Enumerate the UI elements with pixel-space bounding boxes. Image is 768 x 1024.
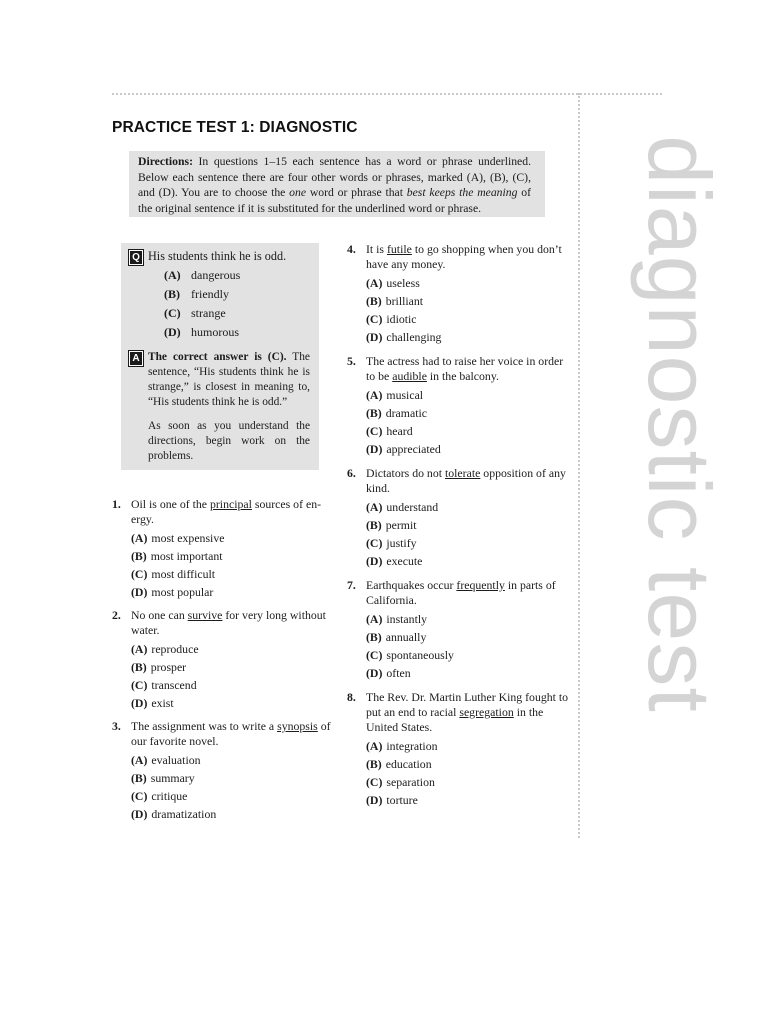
question-item (347, 242, 575, 346)
answer-option: (C) spontaneously (366, 648, 454, 662)
question-item (112, 608, 338, 712)
answer-options (131, 640, 338, 712)
example-option: (A) dangerous (164, 268, 241, 282)
directions-text: In questions 1–15 each sentence has a word or phrase underlined. Below each sentence there are four other words or phrases, marked (A), (B), (C), and (D). You are to choose the (138, 155, 531, 199)
example-answer: The correct answer is (C). The sentence, “His students think he is strange,” is closest in meaning to, “His students think he is odd.” (148, 351, 310, 408)
question-text: It is futile to go shopping when you don’t have any money. (366, 242, 562, 271)
directions-text: of the original sentence if it is substituted for the underlined word or phrase. (138, 186, 531, 215)
answer-option: (D) appreciated (366, 442, 441, 456)
answer-options (366, 498, 575, 570)
answer-option: (C) separation (366, 775, 435, 789)
question-number: 8. (347, 690, 356, 704)
directions-emphasis: one (289, 186, 307, 199)
answer-option: (B) prosper (131, 660, 187, 674)
answer-option: (B) education (366, 757, 432, 771)
answer-option: (A) integration (366, 739, 438, 753)
question-item (347, 578, 575, 682)
directions-text: word or phrase that (306, 186, 407, 199)
question-number: 2. (112, 608, 121, 622)
question-text: No one can survive for very long without water. (131, 608, 326, 637)
question-number: 7. (347, 578, 356, 592)
answer-option: (C) justify (366, 536, 417, 550)
answer-option: (D) dramatization (131, 807, 217, 821)
answer-option: (C) idiotic (366, 312, 417, 326)
underlined-word: survive (187, 608, 223, 622)
underlined-word: audible (392, 369, 427, 383)
example-option: (D) humorous (164, 325, 239, 339)
underlined-word: futile (386, 242, 412, 256)
answer-option: (C) transcend (131, 678, 197, 692)
questions-column-left (112, 497, 338, 830)
question-number: 4. (347, 242, 356, 256)
example-option: (B) friendly (164, 287, 229, 301)
question-number: 3. (112, 719, 121, 733)
question-item (112, 719, 338, 823)
answer-option: (A) most expensive (131, 531, 225, 545)
answer-option: (C) heard (366, 424, 413, 438)
answer-option: (B) permit (366, 518, 417, 532)
question-number: 1. (112, 497, 121, 511)
answer-option: (B) annually (366, 630, 427, 644)
answer-option: (A) musical (366, 388, 424, 402)
page-title: PRACTICE TEST 1: DIAGNOSTIC (112, 119, 358, 136)
underlined-word: tolerate (444, 466, 481, 480)
example-box (121, 243, 319, 470)
answer-option: (D) challenging (366, 330, 442, 344)
answer-options (131, 751, 338, 823)
answer-options (366, 610, 575, 682)
answer-option: (A) instantly (366, 612, 428, 626)
answer-option: (C) critique (131, 789, 188, 803)
example-question: His students think he is odd. (148, 249, 287, 263)
underlined-word: synopsis (277, 719, 318, 733)
question-text: The assignment was to write a synopsis of our favorite novel. (131, 719, 331, 748)
answer-option: (A) understand (366, 500, 439, 514)
question-text: Earthquakes occur frequently in parts of California. (366, 578, 556, 607)
question-text: The actress had to raise her voice in order to be audible in the balcony. (366, 354, 564, 383)
answer-option: (D) often (366, 666, 411, 680)
answer-option: (D) exist (131, 696, 174, 710)
directions-label: Directions: (138, 155, 193, 168)
answer-option: (C) most difficult (131, 567, 216, 581)
answer-options (366, 274, 575, 346)
answer-options (131, 529, 338, 601)
side-label: diagnostic test (630, 135, 729, 713)
answer-options (366, 737, 575, 809)
answer-option: (B) dramatic (366, 406, 428, 420)
underlined-word: principal (209, 497, 252, 511)
answer-option: (B) brilliant (366, 294, 424, 308)
question-number: 6. (347, 466, 356, 480)
example-note: As soon as you understand the directions, begin work on the problems. (148, 420, 310, 462)
answer-option: (D) most popular (131, 585, 214, 599)
directions-emphasis: best keeps the meaning (406, 186, 518, 199)
answer-option: (B) summary (131, 771, 195, 785)
question-text: Oil is one of the principal sources of en-ergy. (131, 497, 322, 526)
answer-badge-icon: A (129, 351, 143, 366)
answer-option: (D) execute (366, 554, 423, 568)
example-option: (C) strange (164, 306, 226, 320)
answer-option: (B) most important (131, 549, 223, 563)
answer-option: (A) evaluation (131, 753, 201, 767)
question-item (112, 497, 338, 601)
underlined-word: frequently (456, 578, 505, 592)
answer-option: (A) reproduce (131, 642, 199, 656)
question-item (347, 466, 575, 570)
dotted-rule-right (578, 93, 580, 838)
questions-column-right (347, 242, 575, 817)
question-item (347, 690, 575, 809)
answer-option: (A) useless (366, 276, 420, 290)
question-text: Dictators do not tolerate opposition of any kind. (366, 466, 566, 495)
directions-box (129, 151, 545, 217)
question-number: 5. (347, 354, 356, 368)
example-options (164, 266, 240, 342)
answer-option: (D) torture (366, 793, 418, 807)
answer-options (366, 386, 575, 458)
underlined-word: segregation (459, 705, 514, 719)
question-text: The Rev. Dr. Martin Luther King fought to put an end to racial segregation in the United States. (366, 690, 569, 734)
question-badge-icon: Q (129, 250, 143, 265)
question-item (347, 354, 575, 458)
